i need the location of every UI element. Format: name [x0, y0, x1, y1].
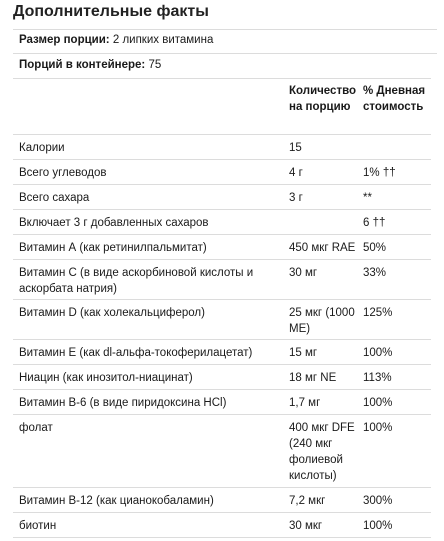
- nutrient-name: Всего сахара: [19, 192, 90, 204]
- daily-value-header: % Дневная стоимость: [363, 85, 426, 113]
- nutrient-amount: 450 мкг RAE: [289, 242, 356, 254]
- table-row: [13, 414, 431, 488]
- nutrient-amount: 3 г: [289, 192, 303, 204]
- serving-size-label: Размер порции:: [19, 34, 110, 46]
- panel-title: Дополнительные факты: [13, 3, 209, 20]
- nutrient-name: биотин: [19, 520, 57, 532]
- nutrient-daily-value: 100%: [363, 422, 393, 434]
- table-row: [13, 339, 431, 365]
- table-row: [13, 159, 431, 185]
- amount-per-serving-header: Количество на порцию: [289, 85, 357, 113]
- table-row: [13, 184, 431, 210]
- nutrient-name: Включает 3 г добавленных сахаров: [19, 217, 209, 229]
- nutrient-daily-value: 100%: [363, 397, 393, 409]
- nutrient-amount: 25 мкг (1000 МЕ): [289, 307, 355, 335]
- table-row: [13, 259, 431, 300]
- nutrient-amount: 15: [289, 142, 302, 154]
- nutrient-daily-value: 33%: [363, 267, 387, 279]
- nutrient-daily-value: 100%: [363, 520, 393, 532]
- nutrient-amount: 4 г: [289, 167, 303, 179]
- nutrient-amount: 1,7 мг: [289, 397, 321, 409]
- serving-size-row: [13, 29, 437, 54]
- nutrient-daily-value: 50%: [363, 242, 387, 254]
- serving-size-value: 2 липких витамина: [109, 34, 214, 46]
- nutrient-daily-value: 6 ††: [363, 217, 386, 229]
- nutrient-name: Витамин D (как холекальциферол): [19, 307, 205, 319]
- nutrient-name: Витамин А (как ретинилпальмитат): [19, 242, 207, 254]
- nutrient-daily-value: 300%: [363, 495, 393, 507]
- nutrient-name: Витамин B-6 (в виде пиридоксина HCl): [19, 397, 227, 409]
- nutrient-daily-value: 125%: [363, 307, 393, 319]
- table-row: [13, 299, 431, 340]
- servings-per-container-value: 75: [145, 59, 162, 71]
- nutrient-amount: 18 мг NE: [289, 372, 337, 384]
- table-header-row: [13, 78, 431, 135]
- nutrient-name: Витамин С (в виде аскорбиновой кислоты и аскорбата натрия): [19, 267, 254, 295]
- nutrient-name: Калории: [19, 142, 65, 154]
- table-row: [13, 389, 431, 415]
- nutrient-amount: 7,2 мкг: [289, 495, 326, 507]
- nutrient-name: Витамин B-12 (как цианокобаламин): [19, 495, 214, 507]
- nutrient-name: Витамин Е (как dl-альфа-токоферилацетат): [19, 347, 253, 359]
- nutrient-daily-value: 100%: [363, 347, 393, 359]
- nutrient-amount: 15 мг: [289, 347, 318, 359]
- servings-per-container-row: [13, 53, 437, 79]
- nutrient-daily-value: 1% ††: [363, 167, 396, 179]
- nutrient-amount: 400 мкг DFE (240 мкг фолиевой кислоты): [289, 422, 355, 482]
- table-row: [13, 134, 431, 160]
- table-row: [13, 364, 431, 390]
- nutrient-name: Всего углеводов: [19, 167, 107, 179]
- table-row: [13, 234, 431, 260]
- table-row: [13, 209, 431, 235]
- table-row: [13, 487, 431, 513]
- nutrient-name: Ниацин (как инозитол-ниацинат): [19, 372, 193, 384]
- table-row: [13, 512, 431, 538]
- nutrient-amount: 30 мкг: [289, 520, 323, 532]
- servings-per-container-label: Порций в контейнере:: [19, 59, 146, 71]
- nutrient-daily-value: 113%: [363, 372, 392, 384]
- nutrient-daily-value: **: [363, 192, 372, 204]
- table-bottom-divider: [13, 537, 431, 538]
- nutrient-amount: 30 мг: [289, 267, 318, 279]
- nutrient-name: фолат: [19, 422, 53, 434]
